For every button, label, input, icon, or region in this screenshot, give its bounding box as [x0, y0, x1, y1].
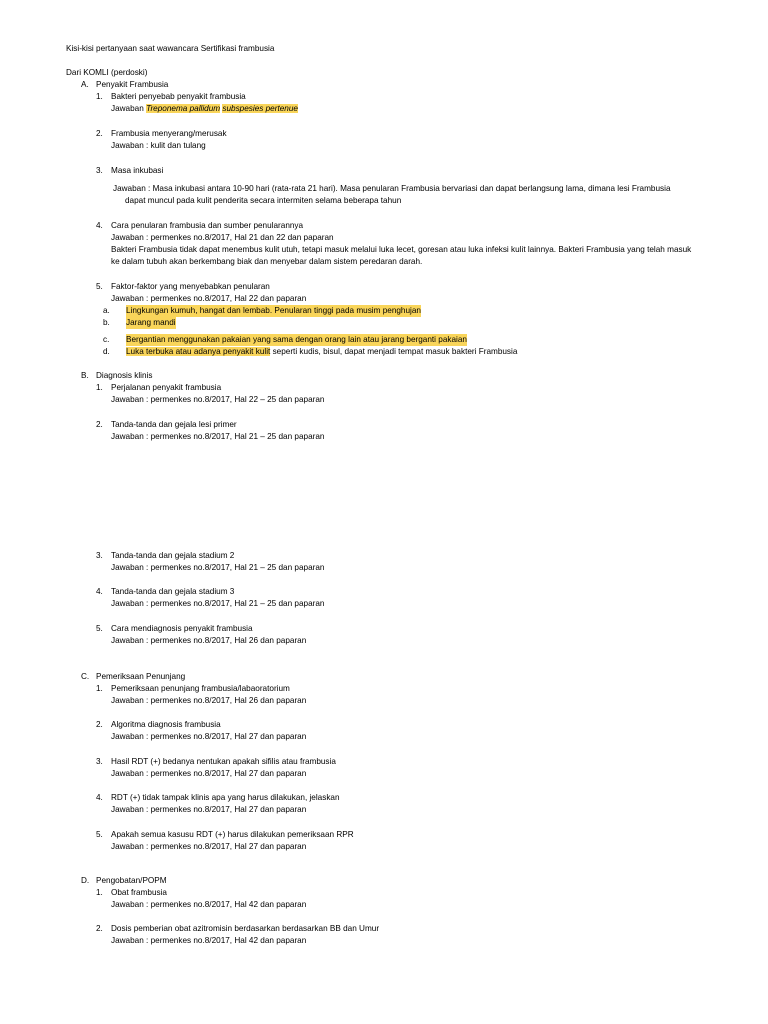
c3-number: 3. — [96, 757, 103, 766]
c3-question: Hasil RDT (+) bedanya nentukan apakah sifilis atau frambusia — [111, 757, 336, 766]
document-title: Kisi-kisi pertanyaan saat wawancara Sertifikasi frambusia — [66, 44, 275, 53]
a3-question: Masa inkubasi — [111, 166, 164, 175]
a4-answer-detail-line2: ke dalam tubuh akan berkembang biak dan menyebar dalam sistem peredaran darah. — [111, 257, 423, 266]
a3-answer-line2: dapat muncul pada kulit penderita secara intermiten selama beberapa tahun — [125, 196, 402, 205]
d2-answer: Jawaban : permenkes no.8/2017, Hal 42 dan paparan — [111, 936, 307, 945]
b5-answer: Jawaban : permenkes no.8/2017, Hal 26 dan paparan — [111, 636, 307, 645]
a4-number: 4. — [96, 221, 103, 230]
a1-answer-prefix: Jawaban — [111, 104, 147, 113]
b4-question: Tanda-tanda dan gejala stadium 3 — [111, 587, 235, 596]
a2-answer: Jawaban : kulit dan tulang — [111, 141, 206, 150]
a5-sub-b-text: Jarang mandi — [126, 318, 176, 327]
c1-answer: Jawaban : permenkes no.8/2017, Hal 26 dan paparan — [111, 696, 307, 705]
c2-question: Algoritma diagnosis frambusia — [111, 720, 221, 729]
a5-sub-a-letter: a. — [103, 306, 110, 315]
section-d-title: Pengobatan/POPM — [96, 876, 167, 885]
b1-number: 1. — [96, 383, 103, 392]
a5-sub-d-rest: seperti kudis, bisul, dapat menjadi tempat masuk bakteri Frambusia — [270, 347, 518, 356]
b2-number: 2. — [96, 420, 103, 429]
c1-number: 1. — [96, 684, 103, 693]
a3-number: 3. — [96, 166, 103, 175]
section-b-letter: B. — [81, 371, 89, 380]
a4-answer-detail-line1: Bakteri Frambusia tidak dapat menembus kulit utuh, tetapi masuk melalui luka lecet, goresan atau luka infeksi kulit lainnya. Bakteri Frambusia yang telah masuk — [111, 245, 692, 254]
a5-sub-d-text — [126, 346, 517, 358]
c5-question: Apakah semua kasusu RDT (+) harus dilakukan pemeriksaan RPR — [111, 830, 354, 839]
b2-answer: Jawaban : permenkes no.8/2017, Hal 21 – 25 dan paparan — [111, 432, 325, 441]
a5-sub-c-letter: c. — [103, 335, 110, 344]
a1-answer — [111, 103, 298, 115]
c5-answer: Jawaban : permenkes no.8/2017, Hal 27 dan paparan — [111, 842, 307, 851]
a5-question: Faktor-faktor yang menyebabkan penularan — [111, 282, 270, 291]
b1-question: Perjalanan penyakit frambusia — [111, 383, 222, 392]
b2-question: Tanda-tanda dan gejala lesi primer — [111, 420, 237, 429]
a4-question: Cara penularan frambusia dan sumber penularannya — [111, 221, 304, 230]
a5-sub-a-text: Lingkungan kumuh, hangat dan lembab. Penularan tinggi pada musim penghujan — [126, 306, 421, 315]
a5-answer: Jawaban : permenkes no.8/2017, Hal 22 dan paparan — [111, 294, 307, 303]
a5-sub-d-letter: d. — [103, 347, 110, 356]
c5-number: 5. — [96, 830, 103, 839]
a1-question: Bakteri penyebab penyakit frambusia — [111, 92, 246, 101]
a2-number: 2. — [96, 129, 103, 138]
b5-number: 5. — [96, 624, 103, 633]
b3-answer: Jawaban : permenkes no.8/2017, Hal 21 – 25 dan paparan — [111, 563, 325, 572]
section-c-letter: C. — [81, 672, 90, 681]
a5-sub-c-text: Bergantian menggunakan pakaian yang sama dengan orang lain atau jarang berganti pakaian — [126, 335, 467, 344]
source-line: Dari KOMLI (perdoski) — [66, 68, 148, 77]
c3-answer: Jawaban : permenkes no.8/2017, Hal 27 dan paparan — [111, 769, 307, 778]
b4-answer: Jawaban : permenkes no.8/2017, Hal 21 – 25 dan paparan — [111, 599, 325, 608]
a1-answer-highlight-genus: Treponema pallidum — [146, 104, 221, 113]
d1-question: Obat frambusia — [111, 888, 167, 897]
c4-answer: Jawaban : permenkes no.8/2017, Hal 27 dan paparan — [111, 805, 307, 814]
section-b-title: Diagnosis klinis — [96, 371, 153, 380]
d2-question: Dosis pemberian obat azitromisin berdasarkan berdasarkan BB dan Umur — [111, 924, 380, 933]
section-c-title: Pemeriksaan Penunjang — [96, 672, 186, 681]
section-a-letter: A. — [81, 80, 89, 89]
a2-question: Frambusia menyerang/merusak — [111, 129, 227, 138]
section-d-letter: D. — [81, 876, 90, 885]
d1-number: 1. — [96, 888, 103, 897]
b3-question: Tanda-tanda dan gejala stadium 2 — [111, 551, 235, 560]
c1-question: Pemeriksaan penunjang frambusia/labaoratorium — [111, 684, 290, 693]
a1-answer-highlight-subspecies: subspesies pertenue — [222, 104, 298, 113]
b4-number: 4. — [96, 587, 103, 596]
c4-number: 4. — [96, 793, 103, 802]
a5-sub-d-highlight: Luka terbuka atau adanya penyakit kulit — [126, 347, 271, 356]
c4-question: RDT (+) tidak tampak klinis apa yang harus dilakukan, jelaskan — [111, 793, 340, 802]
a3-answer-line1: Jawaban : Masa inkubasi antara 10-90 hari (rata-rata 21 hari). Masa penularan Frambusia bervariasi dan dapat berlangsung lama, dimana lesi Frambusia — [113, 184, 671, 193]
d2-number: 2. — [96, 924, 103, 933]
a5-sub-b-letter: b. — [103, 318, 110, 327]
b5-question: Cara mendiagnosis penyakit frambusia — [111, 624, 253, 633]
a1-number: 1. — [96, 92, 103, 101]
section-a-title: Penyakit Frambusia — [96, 80, 169, 89]
a4-answer: Jawaban : permenkes no.8/2017, Hal 21 dan 22 dan paparan — [111, 233, 334, 242]
b1-answer: Jawaban : permenkes no.8/2017, Hal 22 – 25 dan paparan — [111, 395, 325, 404]
d1-answer: Jawaban : permenkes no.8/2017, Hal 42 dan paparan — [111, 900, 307, 909]
a5-number: 5. — [96, 282, 103, 291]
c2-answer: Jawaban : permenkes no.8/2017, Hal 27 dan paparan — [111, 732, 307, 741]
c2-number: 2. — [96, 720, 103, 729]
b3-number: 3. — [96, 551, 103, 560]
